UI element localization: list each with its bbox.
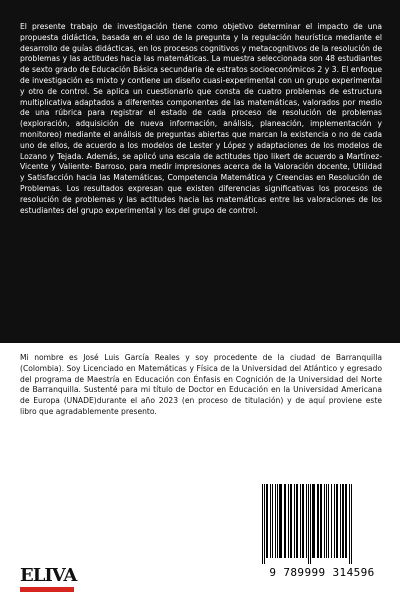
- barcode-bar: [320, 484, 322, 558]
- barcode-bar: [336, 484, 338, 558]
- barcode-bar: [290, 484, 292, 558]
- barcode-bar: [310, 484, 311, 564]
- publisher-logo: [20, 565, 77, 595]
- barcode-bar: [288, 484, 289, 558]
- author-bio-text: Mi nombre es José Luis García Reales y soy procedente de la ciudad de Barranquilla (Colombia). Soy Licenciado en Matemáticas y Física de la Universidad del Atlántico y egresado del programa de Maestría en Educación con Énfasis en Cognición de la Universidad del Norte de Barranquilla. Sustenté para mi título de Doctor en Educación en la Universidad Americana de Europa (UNADE)durante el año 2023 (en proceso de titulación) y de aquí proviene este libro que agradablemente presento.: [20, 353, 382, 416]
- barcode-bar: [302, 484, 304, 558]
- barcode-bar: [284, 484, 286, 558]
- barcode-bar: [294, 484, 295, 558]
- barcode-bar: [308, 484, 309, 564]
- barcode-bar: [349, 484, 350, 564]
- barcode-bar: [306, 484, 307, 558]
- barcode-bar: [270, 484, 271, 558]
- isbn-barcode: [254, 482, 390, 582]
- barcode-bar: [342, 484, 344, 558]
- isbn-number: 9 789999 314596: [269, 566, 375, 579]
- barcode-bar: [317, 484, 319, 558]
- barcode-bar: [351, 484, 352, 564]
- barcode-bar: [264, 484, 265, 564]
- barcode-bar: [331, 484, 332, 558]
- barcode-bar: [296, 484, 298, 558]
- barcode-bar: [328, 484, 329, 558]
- barcode-bar: [334, 484, 335, 558]
- barcode-bar: [272, 484, 273, 558]
- barcode-bar: [262, 484, 263, 564]
- barcode-bar: [266, 484, 268, 558]
- barcode-bar: [312, 484, 315, 558]
- abstract-text: El presente trabajo de investigación tiene como objetivo determinar el impacto de una propuesta didáctica, basada en el uso de la pregunta y la regulación heurística mediante el desarrollo de guías didácticas, en los procesos cognitivos y metacognitivos de la resolución de problemas y las actitudes hacia las matemáticas. La muestra seleccionada son 48 estudiantes de sexto grado de Educación Básica secundaria de estratos socioeconómicos 2 y 3. El enfoque de investigación es mixto y contiene un diseño cuasi-experimental con un grupo experimental y otro de control. Se aplica un cuestionario que consta de cuatro problemas de estructura multiplicativa adaptados a diferentes componentes de las matemáticas, valorados por medio de una rúbrica para registrar el estado de cada proceso de resolución de problemas (exploración, adquisición de nueva información, análisis, planeación, implementación y monitoreo) mediante el análisis de preguntas abiertas que marcan la existencia o no de cada uno de ellos, de acuerdo a los modelos de Lester y López y adaptaciones de los modelos de Lozano y Tejada. Además, se aplicó una escala de actitudes tipo likert de acuerdo a Martínez-Vicente y Valiente- Barroso, para medir impresiones acerca de la Valoración docente, Utilidad y Satisfacción hacia las Matemáticas, Competencia Matemática y Creencias en Resolución de Problemas. Los resultados expresan que existen diferencias significativas los procesos de resolución de problemas y las actitudes hacia las matemáticas entre las valoraciones de los estudiantes del grupo experimental y los del grupo de control.: [20, 22, 382, 215]
- publisher-logo-bar: [20, 587, 74, 592]
- barcode-bar: [300, 484, 301, 558]
- barcode-bar: [324, 484, 325, 558]
- barcode-bars: [262, 484, 382, 564]
- barcode-bar: [345, 484, 347, 558]
- barcode-bar: [275, 484, 276, 558]
- publisher-logo-text: ELIVA: [20, 565, 77, 586]
- barcode-bar: [279, 484, 282, 558]
- barcode-bar: [277, 484, 278, 558]
- barcode-bar: [340, 484, 341, 558]
- barcode-bar: [326, 484, 327, 558]
